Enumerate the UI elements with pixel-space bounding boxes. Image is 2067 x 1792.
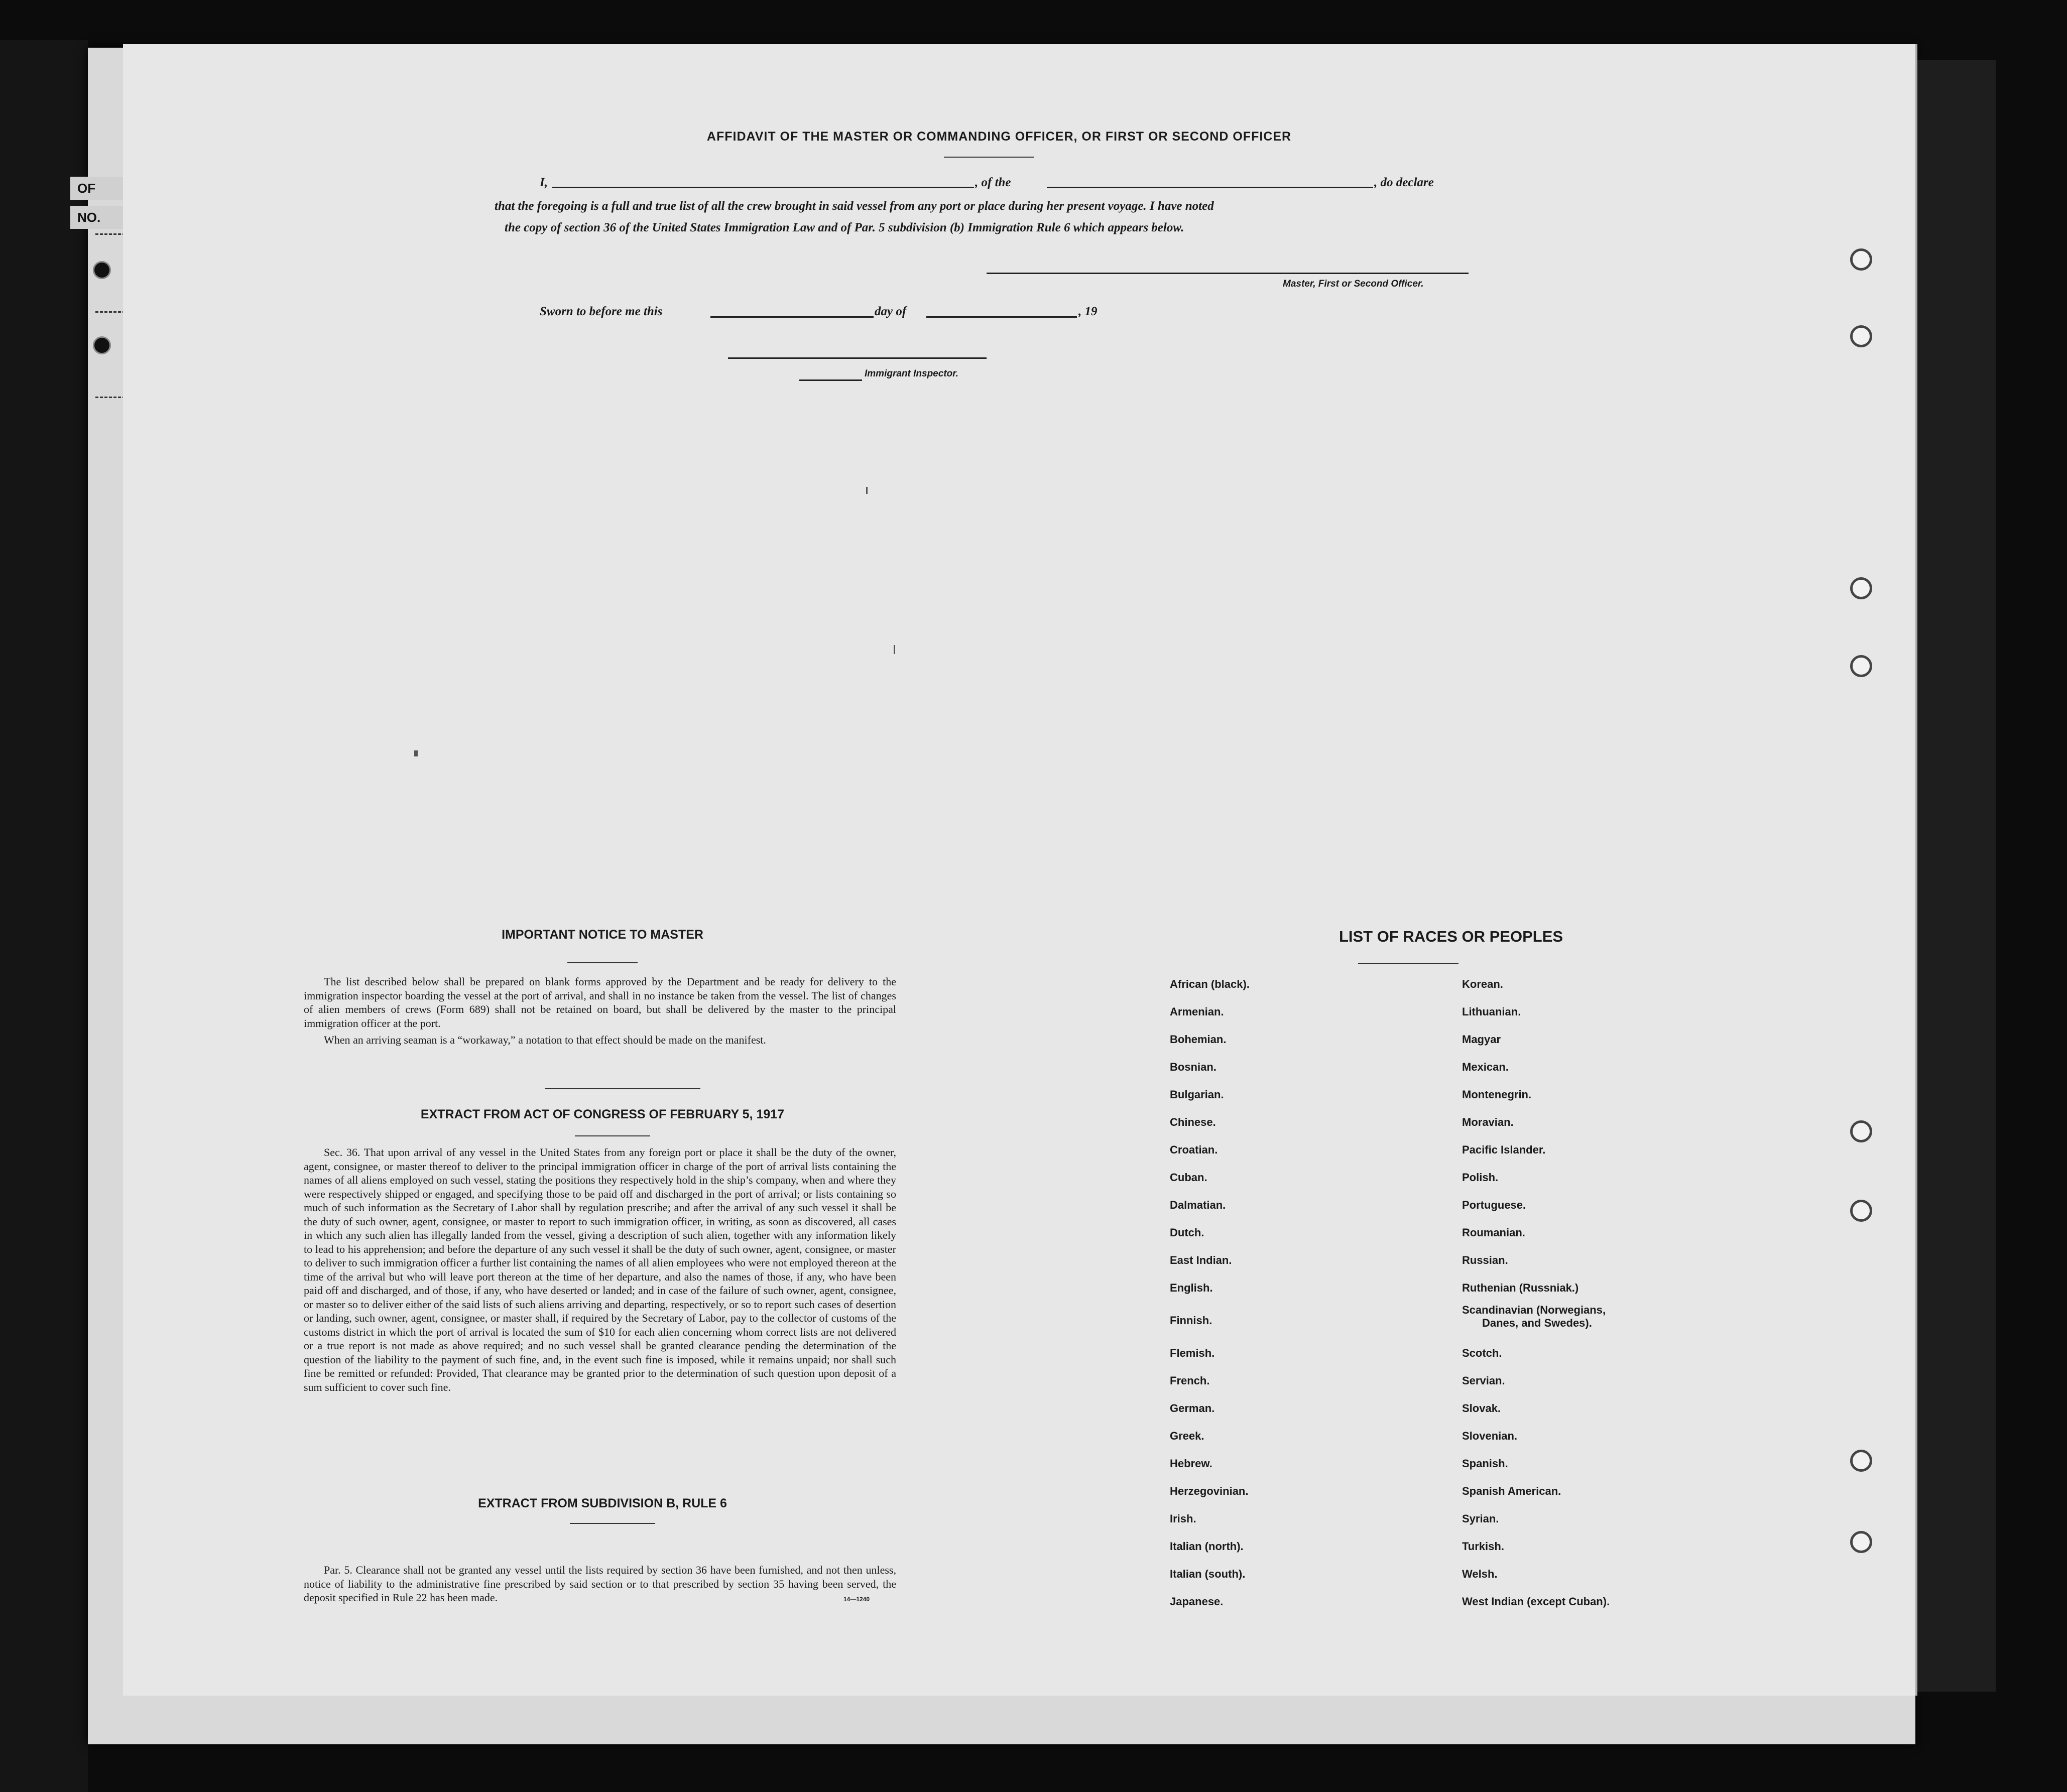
- race-item: Italian (south).: [1170, 1568, 1246, 1580]
- races-right-column: [1462, 970, 1610, 1615]
- scan-speck: [894, 645, 895, 654]
- race-item: Bulgarian.: [1170, 1088, 1224, 1101]
- race-item: Flemish.: [1170, 1347, 1215, 1359]
- race-item: Russian.: [1462, 1254, 1508, 1266]
- race-item: Spanish American.: [1462, 1485, 1561, 1497]
- inspector-signature-line[interactable]: [728, 357, 987, 359]
- vessel-blank[interactable]: [1047, 187, 1373, 188]
- scan-left-margin: [0, 40, 88, 1792]
- race-item: Ruthenian (Russniak.): [1462, 1282, 1579, 1294]
- race-item: Pacific Islander.: [1462, 1143, 1546, 1156]
- sworn-day-blank[interactable]: [710, 316, 874, 318]
- race-item: French.: [1170, 1374, 1210, 1387]
- race-item-line1: Scandinavian (Norwegians,: [1462, 1304, 1606, 1316]
- rule6-title: EXTRACT FROM SUBDIVISION B, RULE 6: [478, 1496, 727, 1510]
- act-section-36-paragraph: Sec. 36. That upon arrival of any vessel in the United States from any foreign port or place it shall be the duty of the owner, agent, consignee, or master thereof to deliver to the principal immigration officer in charge of the port of arrival lists containing the names of all aliens employed on such vessel, stating the positions they respectively hold in the ship’s company, when and where they were respectively shipped or engaged, and specifying those to be paid off and discharged in the port of arrival; or lists containing so much of such information as the Secretary of Labor shall by regulation prescribe; and after the arrival of any such vessel it shall be the duty of such owner, agent, consignee, or master to report to such immigration officer, in writing, as soon as discovered, all cases in which any such alien has illegally landed from the vessel, giving a description of such alien, together with any information likely to lead to his apprehension; and before the departure of any such vessel it shall be the duty of such owner, agent, consignee, or master to deliver to such immigration officer a further list containing the names of all alien employees who were not employed thereon at the time of the arrival but who will leave port thereon at the time of her departure, and also the names of those, if any, who have been paid off and discharged, and of those, if any, who have deserted or landed; and in case of the failure of such owner, agent, consignee, or master so to deliver either of the said lists of such aliens arriving and departing, respectively, or so to report such cases of desertion or landing, such owner, agent, consignee, or master shall, if required by the Secretary of Labor, pay to the collector of customs of the customs district in which the port of arrival is located the sum of $10 for each alien concerning whom correct lists are not delivered or a true report is not made as above required; and no such vessel shall be granted clearance pending the determination of the question of the liability to the payment of such fine, and, in the event such fine is imposed, while it remains unpaid; nor shall such fine be remitted or refunded: Provided, That clearance may be granted prior to the determination of such question upon deposit of a sum sufficient to cover such fine.: [304, 1146, 896, 1393]
- rule6-paragraph: Par. 5. Clearance shall not be granted any vessel until the lists required by section 36 have been furnished, and not then unless, notice of liability to the administrative fine prescribed by said section or to that prescribed by section 35 having been served, the deposit specified in Rule 22 has been made.: [304, 1564, 896, 1604]
- race-item: English.: [1170, 1282, 1213, 1294]
- binding-edge: [95, 233, 126, 237]
- day-of-label: day of: [875, 305, 907, 318]
- race-item: Herzegovinian.: [1170, 1485, 1249, 1497]
- race-item: Finnish.: [1170, 1314, 1212, 1327]
- race-item: East Indian.: [1170, 1254, 1232, 1266]
- race-item: Bosnian.: [1170, 1061, 1217, 1073]
- races-left-column: [1170, 970, 1250, 1615]
- race-item: Dalmatian.: [1170, 1199, 1226, 1211]
- punch-hole: [1850, 1531, 1872, 1553]
- divider: [575, 1135, 650, 1136]
- race-item: Irish.: [1170, 1512, 1196, 1525]
- binding-edge: [95, 397, 126, 400]
- race-item: Welsh.: [1462, 1568, 1498, 1580]
- race-item: Slovenian.: [1462, 1430, 1518, 1442]
- notice-paragraph-1: The list described below shall be prepared on blank forms approved by the Department and be ready for delivery to the immigration inspector boarding the vessel at the port of arrival, and shall in no instance be taken from the vessel. The list of changes of alien members of crews (Form 689) shall not be retained on board, but shall be delivered by the master to the principal immigration officer at the port.: [304, 975, 896, 1030]
- race-item: African (black).: [1170, 978, 1250, 990]
- punch-hole: [1850, 1200, 1872, 1222]
- race-item: Hebrew.: [1170, 1457, 1212, 1470]
- affidavit-line3: the copy of section 36 of the United States Immigration Law and of Par. 5 subdivision (b) Immigration Rule 6 which appears below.: [505, 221, 1184, 234]
- race-item: Lithuanian.: [1462, 1005, 1521, 1018]
- race-item: Montenegrin.: [1462, 1088, 1532, 1101]
- race-item: Scotch.: [1462, 1347, 1502, 1359]
- race-item: Korean.: [1462, 978, 1503, 990]
- binding-edge: [95, 311, 126, 315]
- race-item: Slovak.: [1462, 1402, 1501, 1415]
- sworn-month-blank[interactable]: [926, 316, 1077, 318]
- act-title: EXTRACT FROM ACT OF CONGRESS OF FEBRUARY 5, 1917: [420, 1107, 785, 1121]
- race-item: [1462, 1302, 1610, 1339]
- left-tab-of: OF: [70, 177, 126, 200]
- divider: [545, 1088, 700, 1089]
- race-item: Mexican.: [1462, 1061, 1509, 1073]
- races-title: LIST OF RACES OR PEOPLES: [1339, 928, 1563, 945]
- race-item: Roumanian.: [1462, 1226, 1525, 1239]
- punch-hole: [1850, 248, 1872, 271]
- scan-speck: [866, 487, 868, 494]
- divider: [567, 962, 638, 963]
- race-item: Portuguese.: [1462, 1199, 1526, 1211]
- race-item: Bohemian.: [1170, 1033, 1227, 1046]
- race-item: Moravian.: [1462, 1116, 1514, 1128]
- scan-speck: [414, 750, 418, 756]
- race-item: Japanese.: [1170, 1595, 1224, 1608]
- affidavit-i: I,: [540, 176, 548, 189]
- notice-text: [304, 975, 896, 1047]
- notice-paragraph-2: When an arriving seaman is a “workaway,” a notation to that effect should be made on the manifest.: [324, 1034, 766, 1046]
- race-item: West Indian (except Cuban).: [1462, 1595, 1610, 1608]
- race-item: Armenian.: [1170, 1005, 1224, 1018]
- affidavit-of-the: , of the: [975, 176, 1011, 189]
- name-blank[interactable]: [552, 187, 974, 188]
- year-label: , 19: [1078, 305, 1098, 318]
- punch-hole: [1850, 655, 1872, 677]
- sworn-label: Sworn to before me this: [540, 305, 663, 318]
- race-item: Dutch.: [1170, 1226, 1204, 1239]
- affidavit-title: AFFIDAVIT OF THE MASTER OR COMMANDING OFFICER, OR FIRST OR SECOND OFFICER: [706, 130, 1292, 144]
- affidavit-line2: that the foregoing is a full and true list of all the crew brought in said vessel from any port or place during her present voyage. I have noted: [495, 199, 1214, 213]
- punch-hole: [1850, 1450, 1872, 1472]
- binder-hole: [93, 336, 111, 354]
- race-item: Syrian.: [1462, 1512, 1499, 1525]
- form-number: 14—1240: [843, 1596, 870, 1603]
- race-item: Spanish.: [1462, 1457, 1508, 1470]
- race-item: Chinese.: [1170, 1116, 1216, 1128]
- inspector-label: Immigrant Inspector.: [865, 368, 958, 379]
- race-item: Croatian.: [1170, 1143, 1218, 1156]
- act-section-36-text: [304, 1145, 896, 1394]
- race-item: Turkish.: [1462, 1540, 1504, 1553]
- affidavit-declare: , do declare: [1374, 176, 1434, 189]
- divider: [944, 157, 1034, 158]
- race-item: Cuban.: [1170, 1171, 1207, 1184]
- punch-hole: [1850, 577, 1872, 599]
- race-item: German.: [1170, 1402, 1215, 1415]
- manifest-page: [123, 44, 1917, 1696]
- scan-right-margin: [1915, 60, 1996, 1692]
- race-item: Servian.: [1462, 1374, 1505, 1387]
- master-signature-label: Master, First or Second Officer.: [1283, 279, 1424, 289]
- race-item: Polish.: [1462, 1171, 1499, 1184]
- divider: [1358, 963, 1458, 964]
- punch-hole: [1850, 325, 1872, 347]
- left-tab-no: NO.: [70, 206, 126, 229]
- master-signature-line[interactable]: [987, 273, 1469, 274]
- punch-hole: [1850, 1120, 1872, 1142]
- rule6-text: [304, 1563, 896, 1605]
- notice-title: IMPORTANT NOTICE TO MASTER: [502, 928, 703, 942]
- race-item-line2: Danes, and Swedes).: [1482, 1317, 1592, 1329]
- race-item: Italian (north).: [1170, 1540, 1244, 1553]
- inspector-prefix-rule: [799, 379, 862, 381]
- race-item: Magyar: [1462, 1033, 1501, 1046]
- race-item: Greek.: [1170, 1430, 1204, 1442]
- binder-hole: [93, 261, 111, 279]
- divider: [570, 1523, 655, 1524]
